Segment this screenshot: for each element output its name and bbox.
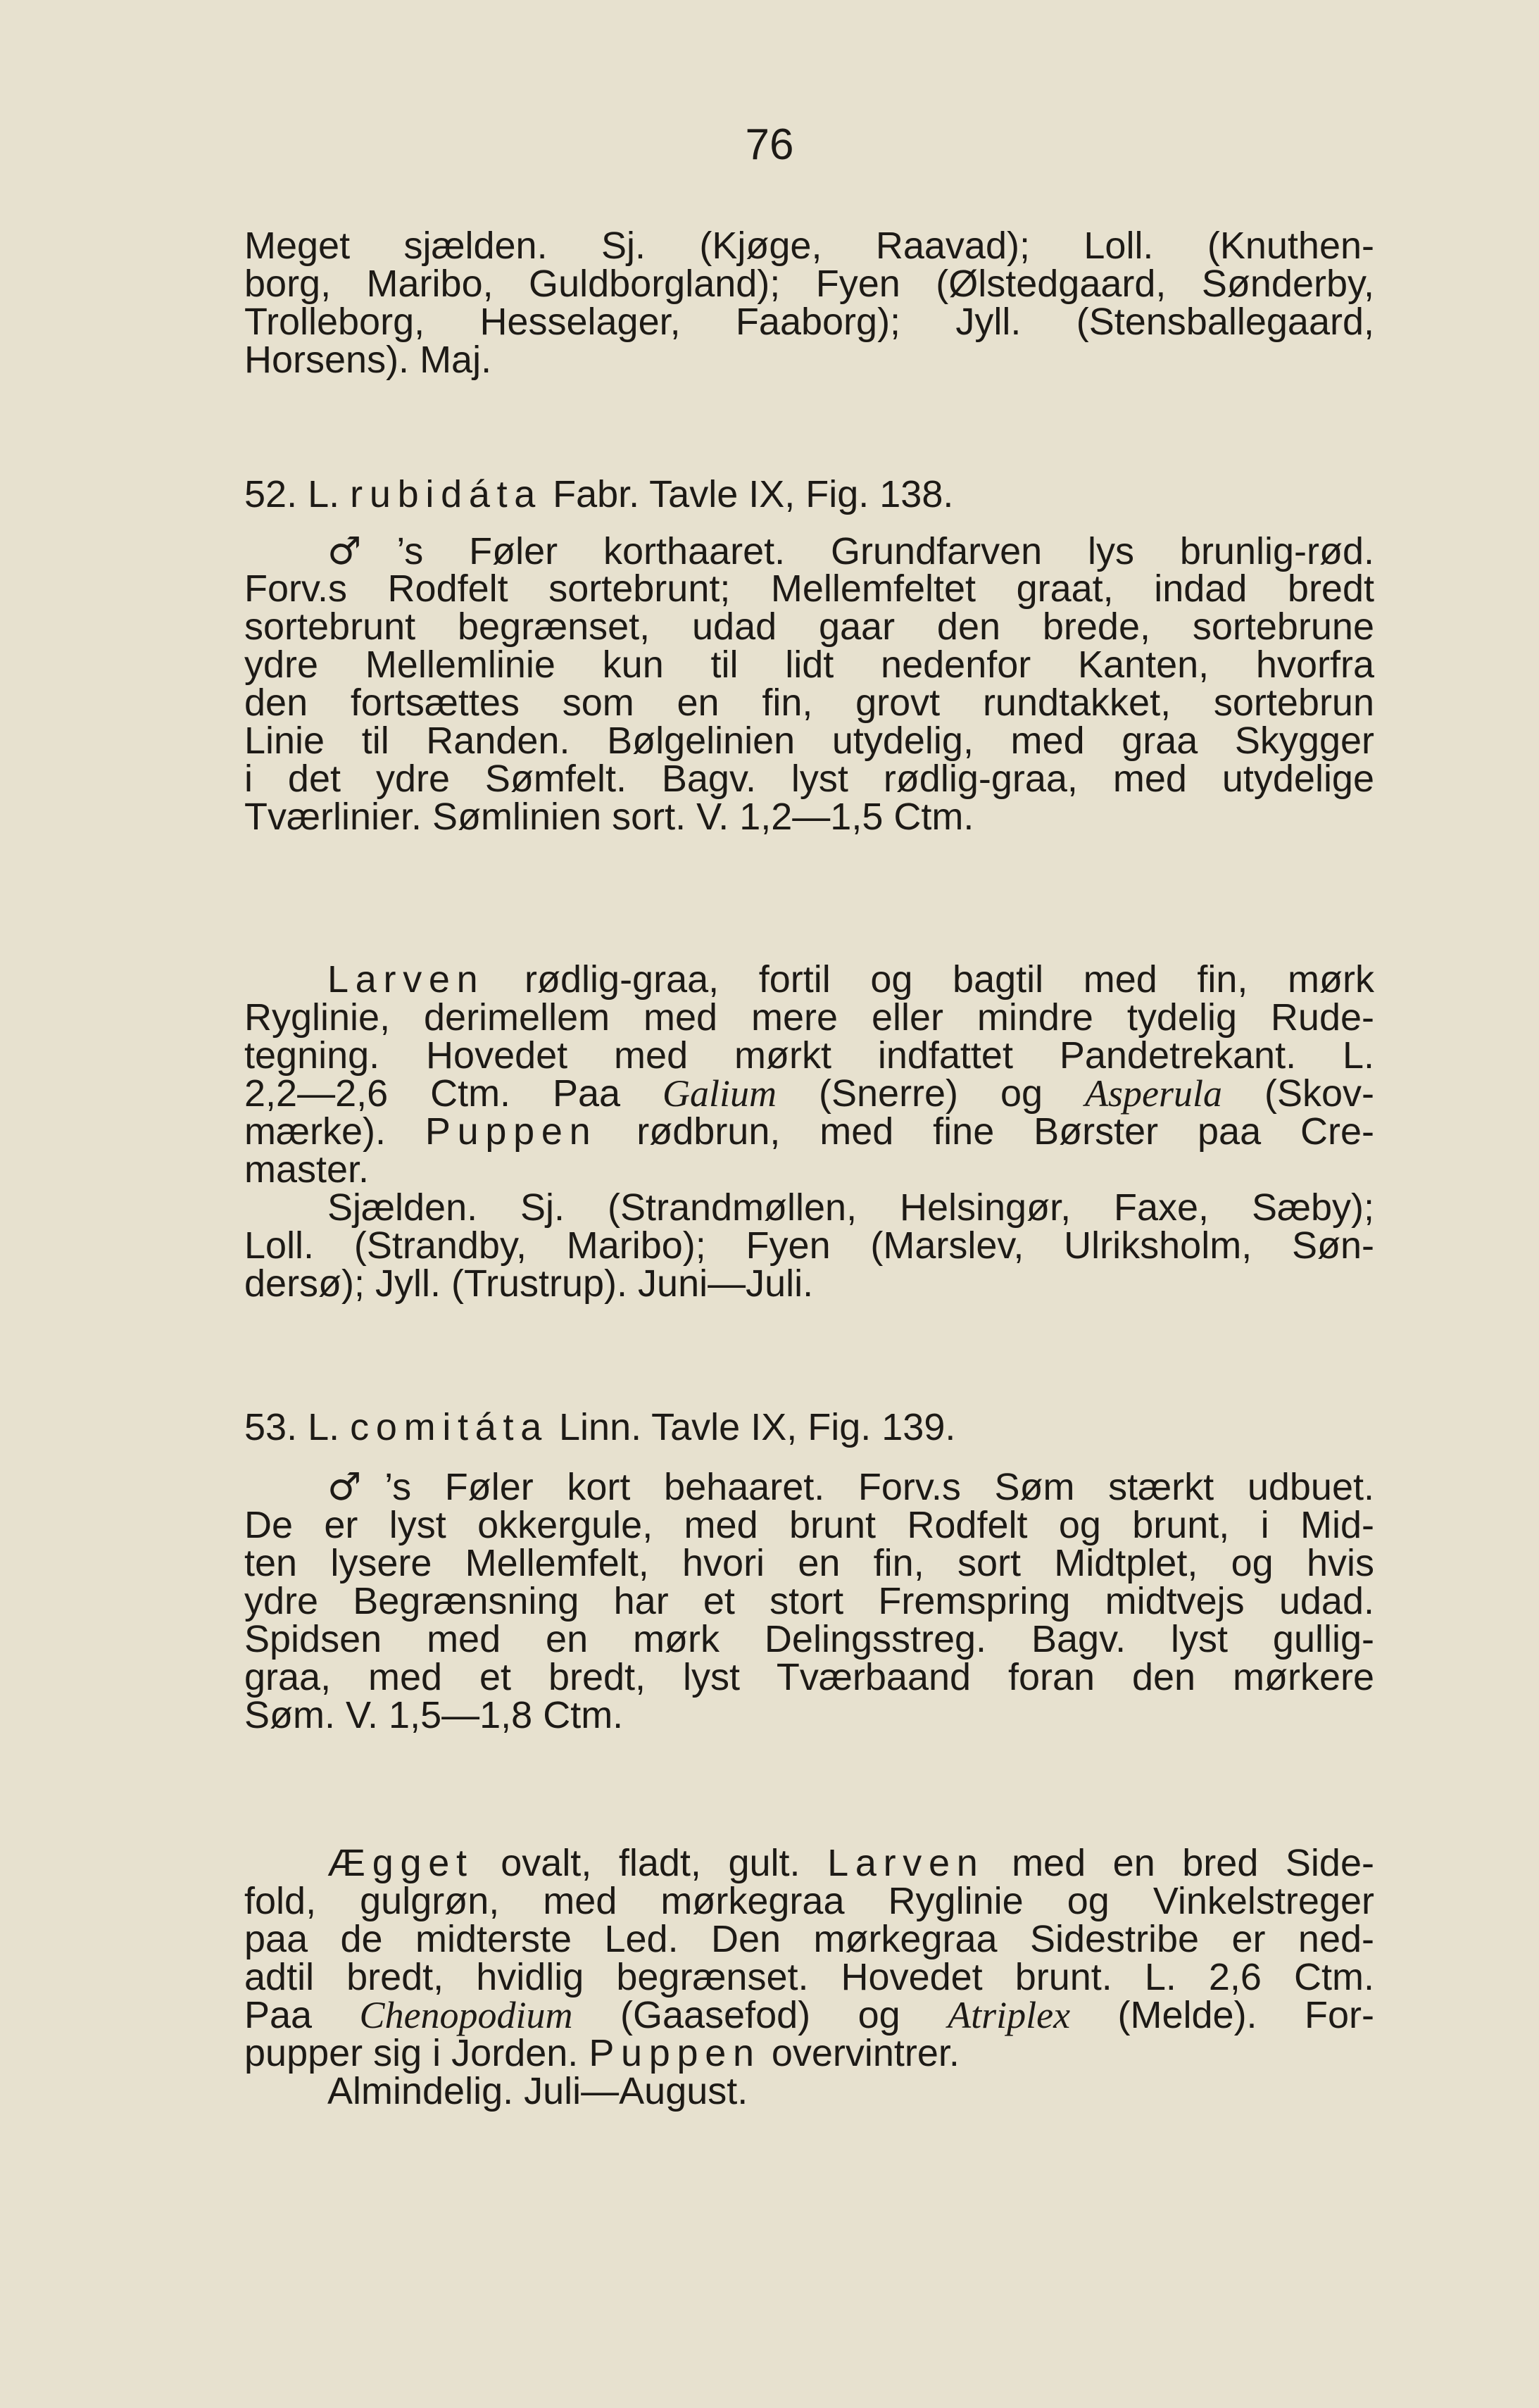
text-line: dersø); Jyll. (Trustrup). Juni—Juli. [244, 1262, 814, 1305]
text-line: Ægget ovalt, fladt, gult. Larven med en bred Side- [327, 1842, 1374, 1884]
text-line: fold, gulgrøn, med mørkegraa Ryglinie og Vinkelstreger [244, 1880, 1374, 1922]
text-line: sortebrunt begrænset, udad gaar den brede, sortebrune [244, 606, 1374, 648]
species-number: 53. [244, 1406, 298, 1448]
male-symbol-icon: ♂ [327, 1465, 385, 1509]
text-line: ydre Mellemlinie kun til lidt nedenfor Kanten, hvorfra [244, 644, 1374, 686]
text-line: Almindelig. Juli—August. [327, 2070, 748, 2112]
text-line: tegning. Hovedet med mørkt indfattet Pandetrekant. L. [244, 1034, 1374, 1077]
genus-abbrev: L. [308, 473, 340, 515]
term-egg: Ægget [327, 1842, 474, 1884]
text-line: Larven rødlig-graa, fortil og bagtil med fin, mørk [327, 958, 1374, 1001]
species-heading-line [244, 473, 1374, 515]
text-line: i det ydre Sømfelt. Bagv. lyst rødlig-graa, med utydelige [244, 758, 1374, 800]
text-line: adtil bredt, hvidlig begrænset. Hovedet brunt. L. 2,6 Ctm. [244, 1956, 1374, 1998]
plant-name: Galium [662, 1072, 777, 1115]
text-line: 2,2—2,6 Ctm. Paa Galium (Snerre) og Asperula (Skov- [244, 1072, 1374, 1115]
text-line: ydre Begrænsning har et stort Fremspring midtvejs udad. [244, 1580, 1374, 1622]
text-line: pupper sig i Jorden. Puppen overvintrer. [244, 2032, 960, 2074]
text-line: De er lyst okkergule, med brunt Rodfelt og brunt, i Mid- [244, 1504, 1374, 1546]
species-52-larva-paragraph [244, 958, 1374, 1305]
term-larva: Larven [827, 1842, 985, 1884]
text-line: Linie til Randen. Bølgelinien utydelig, med graa Skygger [244, 720, 1374, 762]
text-line: ♂’s Føler kort behaaret. Forv.s Søm stærkt udbuet. [327, 1465, 1374, 1509]
text-line: borg, Maribo, Guldborgland); Fyen (Ølstedgaard, Sønderby, [244, 263, 1374, 305]
text-line: Paa Chenopodium (Gaasefod) og Atriplex (Melde). For- [244, 1994, 1374, 2036]
species-53-larva-paragraph [244, 1842, 1374, 2112]
species-number: 52. [244, 473, 298, 515]
term-larva: Larven [327, 958, 485, 1001]
text-line: Spidsen med en mørk Delingsstreg. Bagv. lyst gullig- [244, 1618, 1374, 1660]
text-line: Loll. (Strandby, Maribo); Fyen (Marslev, Ulriksholm, Søn- [244, 1224, 1374, 1267]
text-line: Forv.s Rodfelt sortebrunt; Mellemfeltet graat, indad bredt [244, 567, 1374, 610]
plant-name: Asperula [1085, 1072, 1223, 1115]
text-line: master. [244, 1148, 370, 1191]
text-line: paa de midterste Led. Den mørkegraa Sidestribe er ned- [244, 1918, 1374, 1960]
species-name: rubidáta [350, 473, 543, 515]
intro-paragraph [244, 225, 1374, 381]
term-pupa: Puppen [425, 1110, 598, 1153]
text-line: Meget sjælden. Sj. (Kjøge, Raavad); Loll. (Knuthen- [244, 225, 1374, 267]
species-52-heading [244, 473, 1374, 515]
text-line: Horsens). Maj. [244, 339, 492, 381]
text-line: graa, med et bredt, lyst Tværbaand foran den mørkere [244, 1656, 1374, 1698]
plant-name: Atriplex [948, 1994, 1071, 2036]
plant-name: Chenopodium [359, 1994, 573, 2036]
male-symbol-icon: ♂ [327, 529, 397, 573]
text-line: Trolleborg, Hesselager, Faaborg); Jyll. (Stensballegaard, [244, 301, 1374, 343]
species-53-description [244, 1461, 1374, 1736]
text-line: ten lysere Mellemfelt, hvori en fin, sort Midtplet, og hvis [244, 1542, 1374, 1584]
text-line: mærke). Puppen rødbrun, med fine Børster paa Cre- [244, 1110, 1374, 1153]
text-line: ♂’s Føler korthaaret. Grundfarven lys brunlig-rød. [327, 529, 1374, 573]
species-heading-line [244, 1406, 1374, 1448]
author-reference: Fabr. Tavle IX, Fig. 138. [553, 473, 954, 515]
text-line: Søm. V. 1,5—1,8 Ctm. [244, 1694, 624, 1736]
text-line: den fortsættes som en fin, grovt rundtakket, sortebrun [244, 682, 1374, 724]
text-line: Ryglinie, derimellem med mere eller mindre tydelig Rude- [244, 996, 1374, 1039]
text-line: Sjælden. Sj. (Strandmøllen, Helsingør, Faxe, Sæby); [327, 1186, 1374, 1229]
species-52-description [244, 525, 1374, 838]
species-name: comitáta [350, 1406, 548, 1448]
genus-abbrev: L. [308, 1406, 340, 1448]
species-53-heading [244, 1406, 1374, 1448]
page-number: 76 [745, 120, 794, 169]
term-pupa: Puppen [589, 2032, 761, 2074]
text-line: Tværlinier. Sømlinien sort. V. 1,2—1,5 Ctm. [244, 796, 974, 838]
author-reference: Linn. Tavle IX, Fig. 139. [559, 1406, 956, 1448]
